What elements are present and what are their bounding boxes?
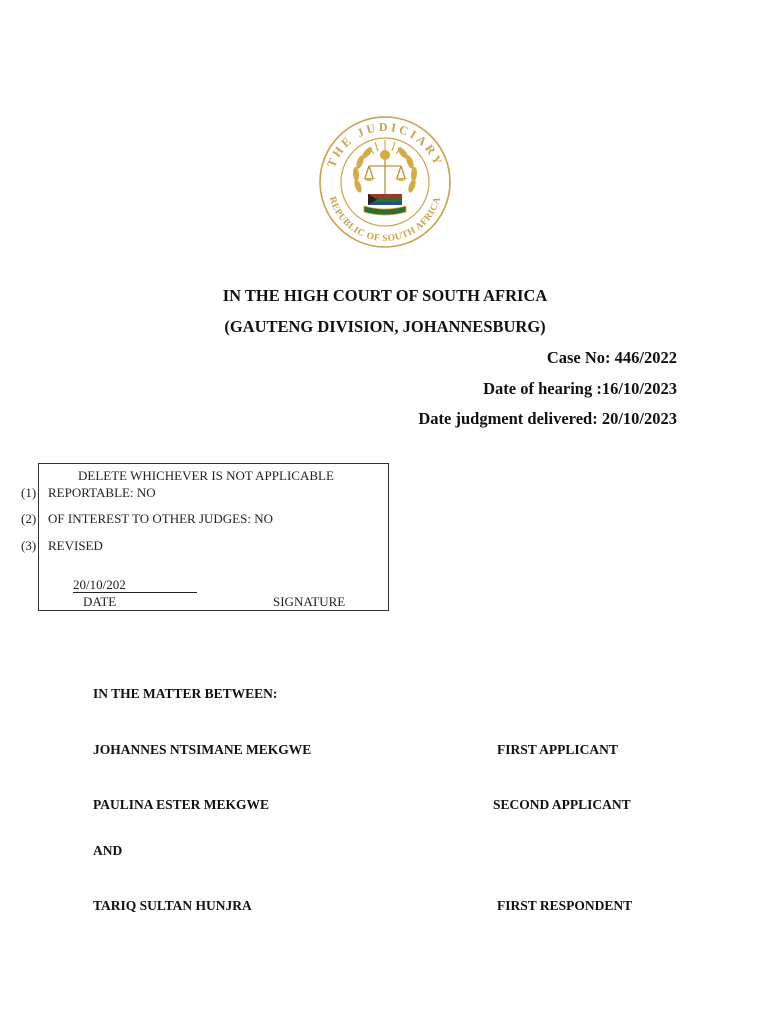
signed-date-value: 20/10/202 — [73, 578, 197, 593]
seal-top-text: THE JUDICIARY — [324, 119, 446, 170]
case-number: Case No: 446/2022 — [546, 348, 677, 367]
hearing-date: Date of hearing :16/10/2023 — [483, 379, 677, 398]
second-applicant-name: PAULINA ESTER MEKGWE — [93, 797, 270, 812]
judgment-delivered-date: Date judgment delivered: 20/10/2023 — [418, 409, 677, 428]
interest-to-judges-item: OF INTEREST TO OTHER JUDGES: NO — [48, 511, 273, 526]
matter-between-heading: IN THE MATTER BETWEEN: — [93, 686, 278, 701]
item-number-3: (3) — [21, 538, 37, 553]
item-number-2: (2) — [21, 511, 37, 526]
seal-bottom-text: REPUBLIC OF SOUTH AFRICA — [326, 195, 444, 245]
court-name-heading: IN THE HIGH COURT OF SOUTH AFRICA — [222, 286, 548, 305]
first-respondent-role: FIRST RESPONDENT — [497, 898, 633, 913]
signature-label: SIGNATURE — [273, 594, 346, 609]
item-number-1: (1) — [21, 485, 37, 500]
date-label: DATE — [83, 594, 117, 609]
reportable-item: REPORTABLE: NO — [48, 485, 156, 500]
court-division-heading: (GAUTENG DIVISION, JOHANNESBURG) — [224, 317, 546, 336]
revised-item: REVISED — [48, 538, 103, 553]
first-respondent-name: TARIQ SULTAN HUNJRA — [93, 898, 252, 913]
judiciary-seal-logo — [314, 114, 456, 250]
second-applicant-role: SECOND APPLICANT — [493, 797, 631, 812]
first-applicant-role: FIRST APPLICANT — [497, 742, 618, 757]
notice-box-heading: DELETE WHICHEVER IS NOT APPLICABLE — [78, 468, 334, 483]
and-conjunction: AND — [93, 843, 123, 858]
first-applicant-name: JOHANNES NTSIMANE MEKGWE — [93, 742, 312, 757]
